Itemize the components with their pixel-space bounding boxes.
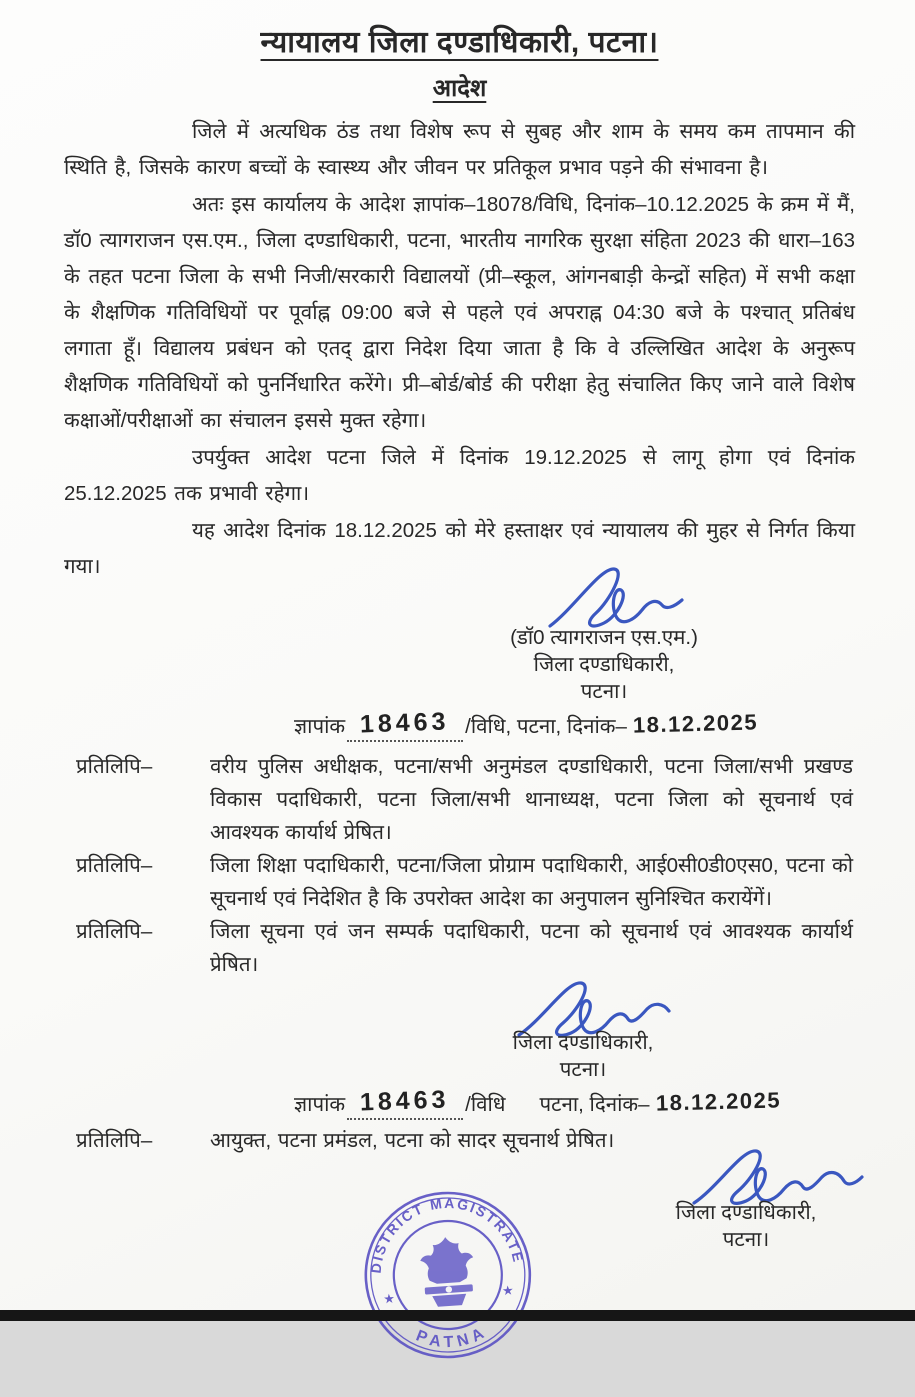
signature-block-3	[596, 1141, 896, 1253]
signatory-name: (डॉ0 त्यागराजन एस.एम.)	[510, 626, 698, 649]
document-title: न्यायालय जिला दण्डाधिकारी, पटना।	[260, 26, 659, 59]
stamp-arc-top-text: DISTRICT MAGISTRATE	[367, 1194, 527, 1275]
signatory-designation: जिला दण्डाधिकारी,	[512, 1031, 654, 1054]
memo-date-handwritten: 18.12.2025	[655, 1087, 781, 1116]
official-stamp	[354, 1181, 542, 1374]
paragraph-issuance: यह आदेश दिनांक 18.12.2025 को मेरे हस्ताक्षर एवं न्यायालय की मुहर से निर्गत किया गया।	[64, 519, 855, 578]
ashoka-emblem-icon	[419, 1235, 477, 1308]
memo-suffix: /विधि	[465, 1093, 506, 1116]
district-magistrate-seal-icon	[354, 1181, 542, 1369]
signatory-designation: जिला दण्डाधिकारी,	[533, 653, 675, 676]
memo-number-dotted-line	[347, 1085, 463, 1120]
memo-number-handwritten: 18463	[359, 1085, 451, 1117]
copy-label: प्रतिलिपि–	[76, 920, 153, 943]
signatory-place: पटना।	[559, 1058, 607, 1081]
copy-label: प्रतिलिपि–	[76, 854, 153, 877]
memo-line-2	[294, 1085, 855, 1120]
copy-text: आयुक्त, पटना प्रमंडल, पटना को सादर सूचनार्थ प्रेषित।	[210, 1129, 615, 1152]
memo-label: ज्ञापांक	[294, 1093, 346, 1116]
paragraph-effective-dates: उपर्युक्त आदेश पटना जिले में दिनांक 19.12.2025 से लागू होगा एवं दिनांक 25.12.2025 तक प्रभावी रहेगा।	[64, 446, 855, 505]
memo-suffix: /विधि, पटना, दिनांक–	[465, 715, 627, 738]
stamp-star-left-icon: ★	[382, 1290, 396, 1307]
stamp-star-right-icon: ★	[501, 1282, 515, 1299]
signatory-place: पटना।	[722, 1228, 770, 1251]
copy-text: जिला शिक्षा पदाधिकारी, पटना/जिला प्रोग्राम पदाधिकारी, आई0सी0डी0एस0, पटना को सूचनार्थ एवं निदेशित है कि उपरोक्त आदेश का अनुपालन सुनिश्चित करायेंगें।	[210, 854, 853, 910]
copy-row-1	[64, 750, 855, 849]
signature-block-2	[433, 975, 733, 1083]
memo-place: पटना, दिनांक–	[539, 1093, 650, 1116]
memo-label: ज्ञापांक	[294, 715, 346, 738]
paragraph-order-main: अतः इस कार्यालय के आदेश ज्ञापांक–18078/विधि, दिनांक–10.12.2025 के क्रम में मैं, डॉ0 त्यागराजन एस.एम., जिला दण्डाधिकारी, पटना, भारतीय नागरिक सुरक्षा संहिता 2023 की धारा–163 के तहत पटना जिला के सभी निजी/सरकारी विद्यालयों (प्री–स्कूल, आंगनबाड़ी केन्द्रों सहित) में सभी कक्षा के शैक्षणिक गतिविधियों पर पूर्वाह्न 09:00 बजे से पहले एवं अपराह्न 04:30 बजे के पश्चात् प्रतिबंध लगाता हूँ। विद्यालय प्रबंधन को एतद् द्वारा निदेश दिया जाता है कि वे उल्लिखित आदेश के अनुरूप शैक्षणिक गतिविधियों को पुनर्निधारित करेंगे। प्री–बोर्ड/बोर्ड की परीक्षा हेतु संचालित किए जाने वाले विशेष कक्षाओं/परीक्षाओं का संचालन इससे मुक्त रहेगा।	[64, 193, 855, 432]
bottom-black-bar	[0, 1310, 915, 1321]
stamp-arc-bottom-text: PATNA	[413, 1322, 492, 1352]
copy-distribution-list	[64, 750, 855, 981]
memo-date-handwritten: 18.12.2025	[632, 709, 759, 738]
signatory-designation: जिला दण्डाधिकारी,	[675, 1201, 817, 1224]
copy-row-2	[64, 849, 855, 915]
memo-number-handwritten: 18463	[359, 707, 451, 739]
copy-text: जिला सूचना एवं जन सम्पर्क पदाधिकारी, पटना को सूचनार्थ एवं आवश्यक कार्यार्थ प्रेषित।	[210, 920, 853, 976]
paragraph-weather: जिले में अत्यधिक ठंड तथा विशेष रूप से सुबह और शाम के समय कम तापमान की स्थिति है, जिसके कारण बच्चों के स्वास्थ्य और जीवन पर प्रतिकूल प्रभाव पड़ने की संभावना है।	[64, 120, 855, 179]
order-heading: आदेश	[432, 75, 487, 102]
copy-row-3	[64, 915, 855, 981]
stamp-and-signature-area	[64, 1157, 855, 1397]
memo-number-dotted-line	[347, 707, 463, 742]
signatory-place: पटना।	[580, 680, 628, 703]
copy-text: वरीय पुलिस अधीक्षक, पटना/सभी अनुमंडल दण्डाधिकारी, पटना जिला/सभी प्रखण्ड विकास पदाधिकारी, पटना जिला/सभी थानाध्यक्ष, पटना जिला को सूचनार्थ एवं आवश्यक कार्यार्थ प्रेषित।	[210, 755, 853, 844]
memo-line-1	[294, 707, 855, 742]
copy-label: प्रतिलिपि–	[76, 755, 153, 778]
signature-block-1	[449, 560, 759, 705]
copy-label: प्रतिलिपि–	[76, 1129, 153, 1152]
